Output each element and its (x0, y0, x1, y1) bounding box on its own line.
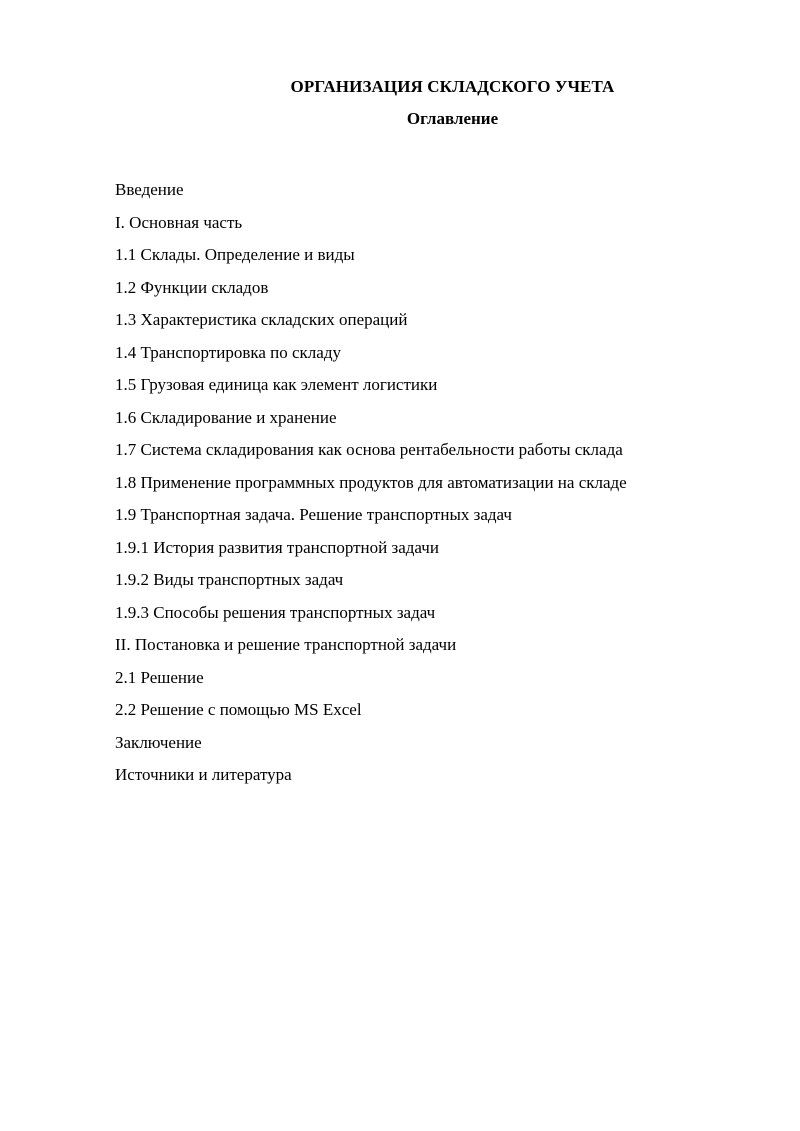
toc-item: Источники и литература (115, 765, 292, 784)
toc-item: 2.1 Решение (115, 667, 204, 687)
toc-item: 1.6 Складирование и хранение (115, 407, 337, 427)
toc-item: 1.7 Система складирования как основа рентабельности работы склада (115, 440, 623, 459)
toc-heading: Оглавление (406, 109, 499, 128)
toc-item: Заключение (115, 732, 202, 752)
toc-item: 1.3 Характеристика складских операций (115, 310, 408, 329)
toc-item: 1.5 Грузовая единица как элемент логистики (115, 375, 438, 394)
toc-item: 1.9.2 Виды транспортных задач (115, 570, 344, 589)
toc-item: I. Основная часть (115, 212, 243, 232)
toc-item: 1.9 Транспортная задача. Решение транспортных задач (115, 505, 512, 524)
toc-item: 1.1 Склады. Определение и виды (115, 245, 355, 264)
toc-item: 1.2 Функции складов (115, 277, 269, 297)
toc-item: Введение (115, 180, 184, 199)
toc-item: 1.4 Транспортировка по складу (115, 342, 341, 362)
toc-item: 1.8 Применение программных продуктов для автоматизации на складе (115, 472, 627, 492)
toc-item: 1.9.3 Способы решения транспортных задач (115, 602, 436, 622)
table-of-contents (115, 174, 765, 792)
toc-item: 2.2 Решение с помощью MS Excel (115, 700, 362, 719)
toc-item: 1.9.1 История развития транспортной задачи (115, 537, 439, 557)
toc-item: II. Постановка и решение транспортной задачи (115, 635, 457, 654)
document-title: ОРГАНИЗАЦИЯ СКЛАДСКОГО УЧЕТА (290, 77, 615, 96)
